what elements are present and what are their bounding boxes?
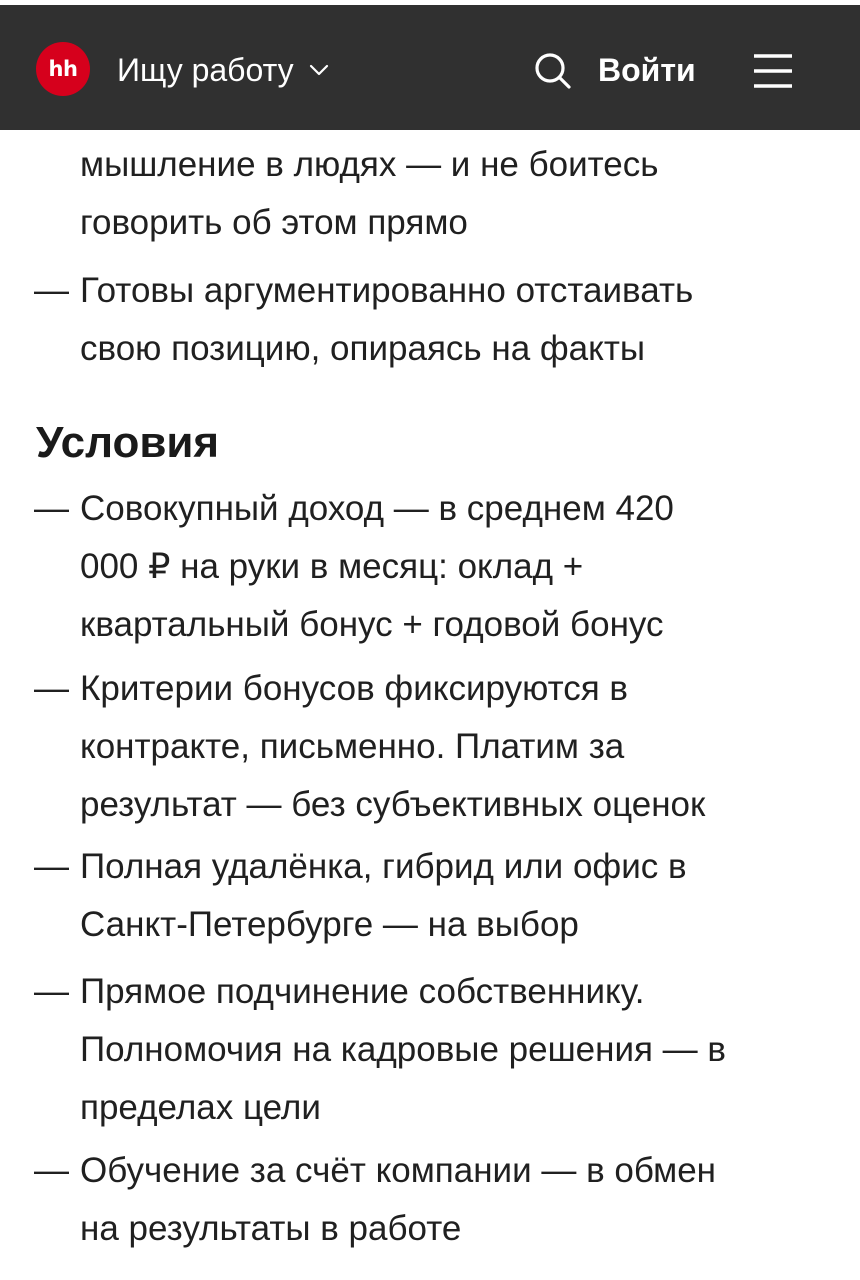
list-bullet: — (34, 669, 69, 708)
list-item-text: пределах цели (80, 1088, 321, 1127)
list-item-text: мышление в людях — и не боитесь (80, 145, 659, 184)
list-item-text: на результаты в работе (80, 1209, 462, 1248)
list-item-text: контракте, письменно. Платим за (80, 727, 625, 766)
list-bullet: — (34, 271, 69, 310)
list-item-text: квартальный бонус + годовой бонус (80, 605, 664, 644)
list-item-text: Обучение за счёт компании — в обмен (80, 1151, 717, 1190)
list-bullet: — (34, 489, 69, 528)
list-item-text: Готовы аргументированно отстаивать (80, 271, 694, 310)
chevron-down-icon (308, 59, 330, 81)
mode-selector-label: Ищу работу (117, 51, 294, 88)
list-item-text: Прямое подчинение собственнику. (80, 972, 645, 1011)
top-navigation-bar (0, 5, 860, 130)
search-icon[interactable] (533, 51, 573, 91)
section-heading-conditions: Условия (36, 418, 220, 467)
list-item-text: говорить об этом прямо (80, 203, 468, 242)
list-item-text: Совокупный доход — в среднем 420 (80, 489, 674, 528)
job-seeker-mode-selector[interactable] (117, 45, 330, 95)
list-bullet: — (34, 972, 69, 1011)
list-bullet: — (34, 1151, 69, 1190)
list-item-text: 000 ₽ на руки в месяц: оклад + (80, 547, 584, 586)
login-button[interactable]: Войти (598, 52, 696, 88)
list-bullet: — (34, 847, 69, 886)
list-item-text: Полномочия на кадровые решения — в (80, 1030, 726, 1069)
list-item-text: Санкт-Петербурге — на выбор (80, 905, 579, 944)
list-item-text: Критерии бонусов фиксируются в (80, 669, 628, 708)
list-item-text: результат — без субъективных оценок (80, 785, 706, 824)
hh-logo[interactable]: hh (36, 42, 90, 96)
vacancy-description (0, 130, 860, 1280)
hamburger-menu-icon[interactable] (752, 51, 794, 91)
list-item-text: свою позицию, опираясь на факты (80, 329, 646, 368)
list-item-text: Полная удалёнка, гибрид или офис в (80, 847, 687, 886)
